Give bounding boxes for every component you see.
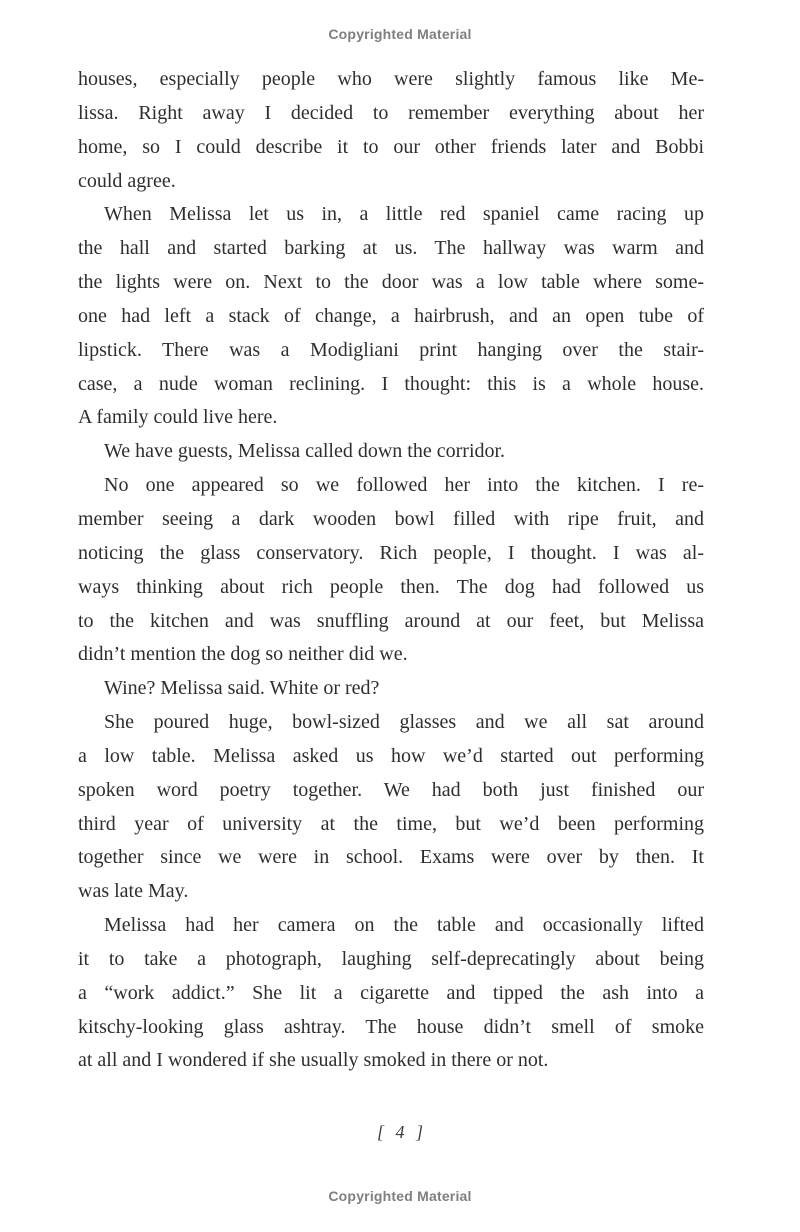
text-line: kitschy-looking glass ashtray. The house didn’t smell of smoke (78, 1015, 704, 1038)
text-line: was late May. (78, 880, 189, 903)
text-line: When Melissa let us in, a little red spaniel came racing up (104, 203, 704, 226)
text-line: didn’t mention the dog so neither did we. (78, 643, 408, 666)
text-line: to the kitchen and was snuffling around at our feet, but Melissa (78, 609, 704, 632)
text-line: at all and I wondered if she usually smoked in there or not. (78, 1049, 549, 1072)
text-line: third year of university at the time, but we’d been performing (78, 812, 704, 835)
text-line: member seeing a dark wooden bowl filled with ripe fruit, and (78, 507, 704, 530)
body-text (78, 63, 704, 1078)
text-line: case, a nude woman reclining. I thought: this is a whole house. (78, 372, 704, 395)
text-line: a low table. Melissa asked us how we’d started out performing (78, 744, 704, 767)
text-line: the lights were on. Next to the door was a low table where some- (78, 271, 704, 294)
page-number: [ 4 ] (376, 1122, 423, 1142)
text-line: a “work addict.” She lit a cigarette and tipped the ash into a (78, 981, 704, 1004)
text-line: Wine? Melissa said. White or red? (104, 677, 380, 700)
text-line: noticing the glass conservatory. Rich people, I thought. I was al- (78, 541, 704, 564)
text-line: ways thinking about rich people then. The dog had followed us (78, 575, 704, 598)
text-line: We have guests, Melissa called down the corridor. (104, 440, 506, 463)
text-line: spoken word poetry together. We had both just finished our (78, 778, 704, 801)
text-line: the hall and started barking at us. The hallway was warm and (78, 237, 704, 260)
text-line: home, so I could describe it to our other friends later and Bobbi (78, 135, 704, 158)
text-line: A family could live here. (78, 406, 278, 429)
text-line: lipstick. There was a Modigliani print hanging over the stair- (78, 338, 704, 361)
text-line: one had left a stack of change, a hairbrush, and an open tube of (78, 304, 704, 327)
text-line: No one appeared so we followed her into the kitchen. I re- (104, 474, 704, 497)
text-line: together since we were in school. Exams were over by then. It (78, 846, 704, 869)
text-line: it to take a photograph, laughing self-deprecatingly about being (78, 947, 704, 970)
text-line: lissa. Right away I decided to remember everything about her (78, 101, 704, 124)
text-line: could agree. (78, 169, 176, 192)
copyright-notice-bottom: Copyrighted Material (328, 1188, 472, 1204)
text-line: houses, especially people who were slightly famous like Me- (78, 68, 704, 90)
text-line: Melissa had her camera on the table and occasionally lifted (104, 914, 704, 937)
copyright-notice-top: Copyrighted Material (328, 26, 472, 42)
text-line: She poured huge, bowl-sized glasses and we all sat around (104, 711, 704, 734)
